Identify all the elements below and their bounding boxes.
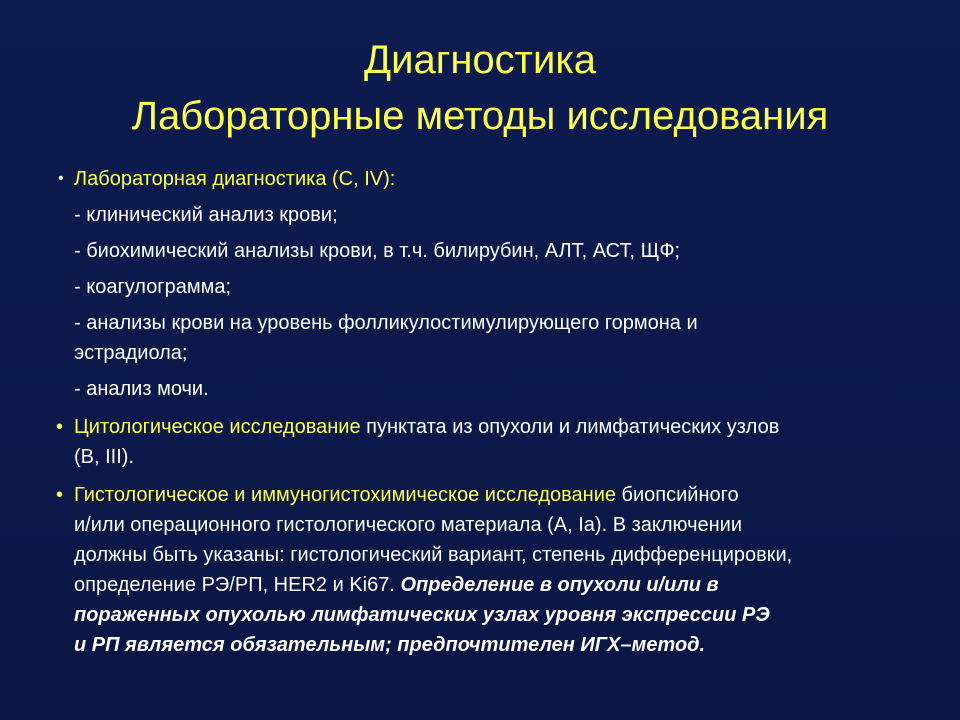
- list-item: - анализы крови на уровень фолликулостимулирующего гормона и: [74, 312, 698, 334]
- list-item-continuation: эстрадиола;: [74, 342, 188, 364]
- slide-title: [0, 32, 960, 144]
- histology-text-line3: должны быть указаны: гистологический вариант, степень дифференцировки,: [74, 544, 793, 566]
- list-item: - анализ мочи.: [74, 378, 209, 400]
- histology-text-line2: и/или операционного гистологического материала (A, Ia). В заключении: [74, 514, 743, 536]
- bullet-icon: •: [56, 416, 64, 438]
- histology-text: биопсийного: [616, 484, 739, 506]
- histology-emphasis-line1: Определение в опухоли и/или в: [400, 574, 719, 596]
- list-item: - клинический анализ крови;: [74, 204, 338, 226]
- section-cytology: [56, 412, 936, 442]
- lab-diagnostics-heading: Лабораторная диагностика (C, IV):: [74, 168, 396, 190]
- histology-text-line4-plain: определение РЭ/РП, HER2 и Ki67.: [74, 574, 401, 596]
- cytology-text: пунктата из опухоли и лимфатических узлов: [360, 416, 780, 438]
- histology-highlight: Гистологическое и иммуногистохимическое исследование: [74, 484, 616, 506]
- histology-emphasis-line2: пораженных опухолью лимфатических узлах уровня экспрессии РЭ: [74, 604, 770, 626]
- list-item: - коагулограмма;: [74, 276, 232, 298]
- slide-content: [56, 164, 936, 660]
- bullet-icon: •: [56, 484, 64, 506]
- histology-text-line4: [56, 570, 936, 600]
- cytology-text-line2: (B, III).: [74, 446, 134, 468]
- title-line-2: Лабораторные методы исследования: [131, 94, 829, 138]
- list-item: - биохимический анализы крови, в т.ч. билирубин, АЛТ, АСТ, ЩФ;: [74, 240, 681, 262]
- section-histology: [56, 480, 936, 510]
- section-lab-diagnostics: [56, 164, 936, 194]
- histology-emphasis-line3: и РП является обязательным; предпочтителен ИГХ–метод.: [74, 634, 706, 656]
- cytology-highlight: Цитологическое исследование: [74, 416, 361, 438]
- bullet-icon: •: [58, 170, 64, 187]
- title-line-1: Диагностика: [364, 38, 596, 82]
